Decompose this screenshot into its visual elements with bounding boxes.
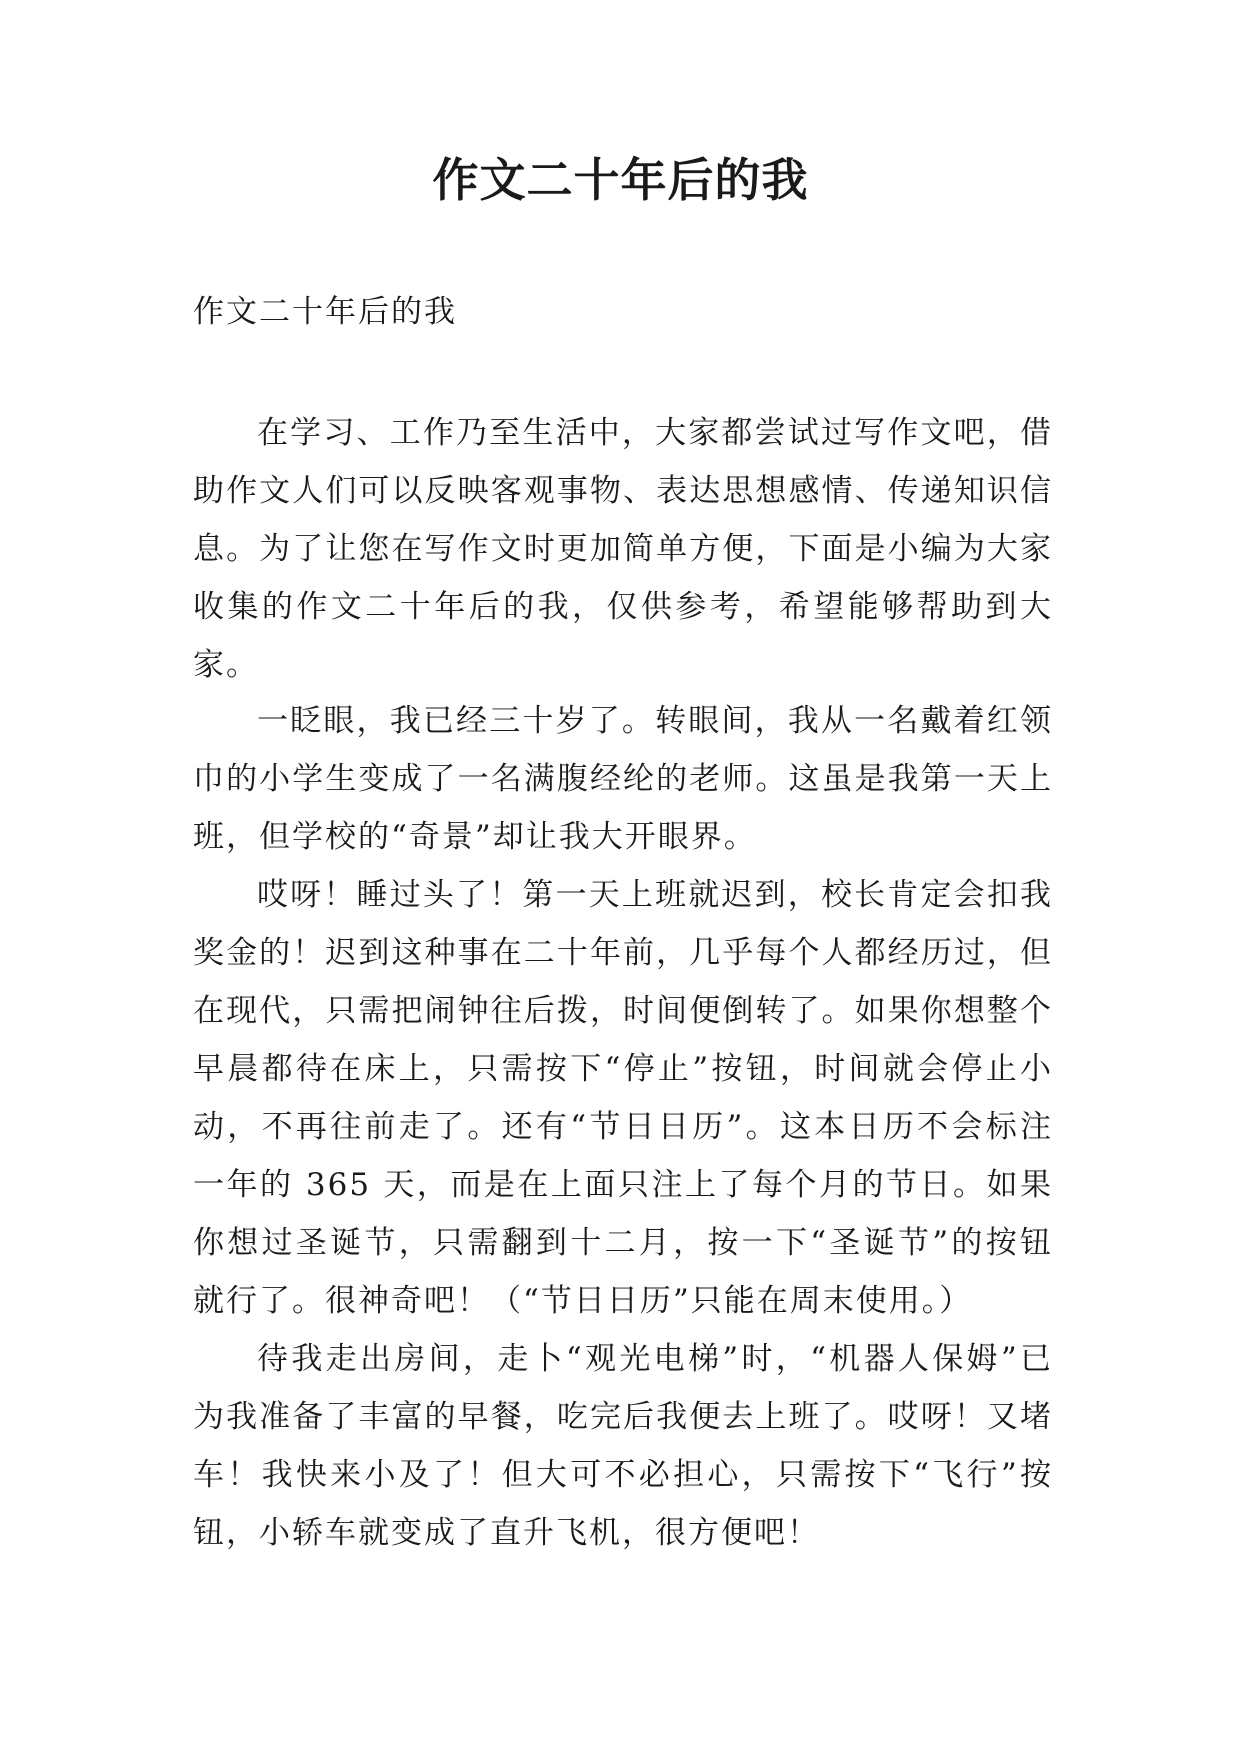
document-subtitle: 作文二十年后的我: [193, 294, 457, 330]
intro-paragraph: 在学习、工作乃至生活中，大家都尝试过写作文吧，借助作文人们可以反映客观事物、表达思想感情、传递知识信息。为了让您在写作文时更加简单方便，下面是小编为大家收集的作文二十年后的我，仅供参考，希望能够帮助到大家。: [193, 415, 1053, 683]
document-title: 作文二十年后的我: [432, 153, 809, 207]
story-paragraph-1: 一眨眼，我已经三十岁了。转眼间，我从一名戴着红领巾的小学生变成了一名满腹经纶的老师。这虽是我第一天上班，但学校的“奇景”却让我大开眼界。: [193, 703, 1053, 855]
story-paragraph-2: 哎呀！睡过头了！第一天上班就迟到，校长肯定会扣我奖金的！迟到这种事在二十年前，几乎每个人都经历过，但在现代，只需把闹钟往后拨，时间便倒转了。如果你想整个早晨都待在床上，只需按下“停止”按钮，时间就会停止小动，不再往前走了。还有“节日日历”。这本日历不会标注一年的 365 天，而是在上面只注上了每个月的节日。如果你想过圣诞节，只需翻到十二月，按一下“圣诞节”的按钮就行了。很神奇吧！（“节日日历”只能在周末使用。）: [193, 877, 1053, 1319]
story-section: [193, 692, 1053, 1562]
story-paragraph-3: 待我走出房间，走卜“观光电梯”时，“机器人保姆”已为我准备了丰富的早餐，吃完后我便去上班了。哎呀！又堵车！我快来小及了！但大可不必担心，只需按下“飞行”按钮，小轿车就变成了直升飞机，很方便吧！: [193, 1341, 1053, 1551]
intro-section: [193, 404, 1053, 694]
